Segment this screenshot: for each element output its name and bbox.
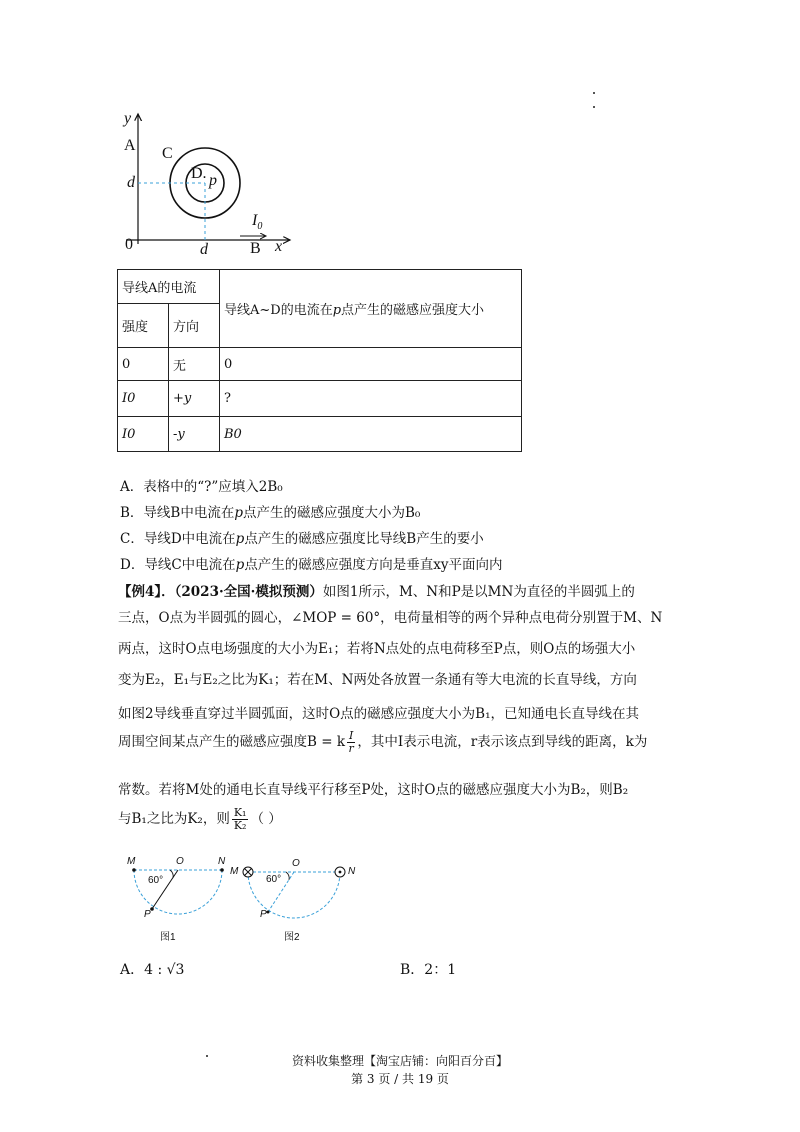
table-col-direction: 方向 xyxy=(169,304,220,348)
current-label: $I_0$ xyxy=(252,212,263,233)
example4-line4: 变为E₂，E₁与E₂之比为K₁；若在M、N两处各放置一条通有等大电流的长直导线，方向 xyxy=(118,672,637,688)
x-axis-label: x xyxy=(275,238,283,255)
table-col-strength: 强度 xyxy=(118,304,169,348)
table-header-field: 导线A~D的电流在p点产生的磁感应强度大小 xyxy=(220,270,522,348)
wire-b-label: B xyxy=(250,240,261,257)
fig2-label-n: N xyxy=(348,866,356,877)
table-row xyxy=(118,381,522,417)
fig2-angle: 60° xyxy=(266,874,282,885)
wire-d-label: D. xyxy=(191,165,207,182)
option-b: B．导线B中电流在p点产生的磁感应强度大小为B₀ xyxy=(120,505,421,521)
example4-line6: 周围空间某点产生的磁感应强度B = k $\frac{I}{r}$ ，其中I表示电流，r表示该点到导线的距离，k为 xyxy=(118,729,648,755)
example4-line2: 三点，O点为半圆弧的圆心，∠MOP = 60°，电荷量相等的两个异种点电荷分别置于M、N xyxy=(118,610,663,626)
example4-line8: 与B₁之比为K₂，则 $\frac{\text{K₁}}{\text{K₂}}$ （ ） xyxy=(118,806,282,832)
table-header-wire-a: 导线A的电流 xyxy=(118,270,220,304)
fig1-label-n: N xyxy=(218,856,226,867)
fig1-label-m: M xyxy=(127,856,136,867)
fig2-label-m: M xyxy=(230,866,239,877)
scan-mark xyxy=(593,106,595,108)
table-cell-direction: +y xyxy=(169,381,220,417)
option-d: D．导线C中电流在p点产生的磁感应强度方向是垂直xy平面向内 xyxy=(120,557,503,573)
table-row xyxy=(118,417,522,452)
answer-a: A．4 : √3 xyxy=(120,962,185,978)
table-cell-strength: 0 xyxy=(118,348,169,381)
table-cell-direction: 无 xyxy=(169,348,220,381)
d-y-label: d xyxy=(127,174,135,191)
formula-fraction: $\frac{I}{r}$ xyxy=(348,729,354,755)
fig1-angle: 60° xyxy=(148,875,164,886)
table-cell-strength: I0 xyxy=(118,417,169,452)
scan-mark xyxy=(593,92,595,94)
origin-label: 0 xyxy=(125,236,133,253)
fig1-label-p: P xyxy=(144,909,151,920)
table-cell-field: 0 xyxy=(220,348,522,381)
field-table xyxy=(117,269,522,452)
point-p-label: p xyxy=(209,172,217,189)
table-row xyxy=(118,348,522,381)
fig1-caption: 图1 xyxy=(160,932,176,943)
page-number: 第 3 页 / 共 19 页 xyxy=(351,1072,449,1086)
option-a: A．表格中的“?”应填入2B₀ xyxy=(120,479,283,495)
fig2-caption: 图2 xyxy=(284,932,300,943)
wire-a-label: A xyxy=(124,137,136,154)
example4-line3: 两点，这时O点电场强度的大小为E₁；若将N点处的点电荷移至P点，则O点的场强大小 xyxy=(118,641,636,657)
fig2-label-p: P xyxy=(260,909,267,920)
y-axis-label: y xyxy=(124,110,132,127)
wire-c-label: C xyxy=(162,145,173,162)
example4-line1: 【例4】．（2023·全国·模拟预测）如图1所示，M、N和P是以MN为直径的半圆弧上的 xyxy=(118,584,635,600)
example4-line5: 如图2导线垂直穿过半圆弧面，这时O点的磁感应强度大小为B₁，已知通电长直导线在其 xyxy=(118,706,639,722)
table-cell-field: ? xyxy=(220,381,522,417)
d-x-label: d xyxy=(200,241,208,258)
fig1-label-o: O xyxy=(176,856,184,867)
ratio-fraction: $\frac{\text{K₁}}{\text{K₂}}$ xyxy=(233,806,247,832)
table-cell-strength: I0 xyxy=(118,381,169,417)
example4-line7: 常数。若将M处的通电长直导线平行移至P处，这时O点的磁感应强度大小为B₂，则B₂ xyxy=(118,782,629,798)
table-cell-field: B0 xyxy=(220,417,522,452)
fig2-label-o: O xyxy=(292,858,300,869)
example-tag: 【例4】．（2023·全国·模拟预测） xyxy=(118,584,323,600)
table-cell-direction: -y xyxy=(169,417,220,452)
answer-b: B．2：1 xyxy=(400,962,457,978)
footer-source: 资料收集整理【淘宝店铺：向阳百分百】 xyxy=(291,1054,508,1068)
option-c: C．导线D中电流在p点产生的磁感应强度比导线B产生的要小 xyxy=(120,531,484,547)
